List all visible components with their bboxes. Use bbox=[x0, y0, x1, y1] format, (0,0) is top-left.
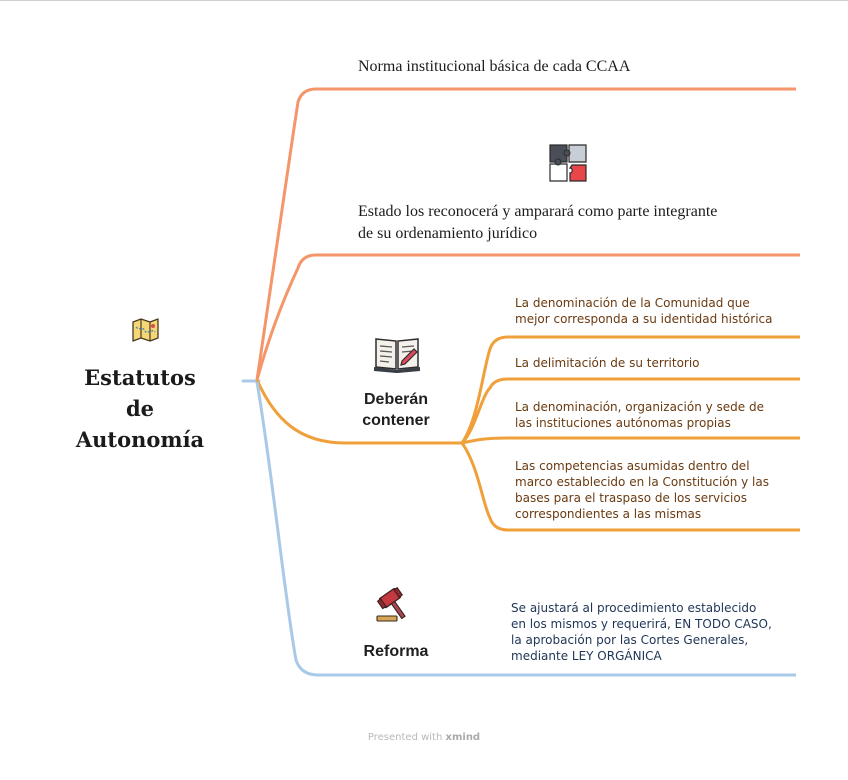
sub-topic-line: en los mismos y requerirá, EN TODO CASO, bbox=[511, 617, 772, 631]
sub-topic-instituciones[interactable] bbox=[515, 399, 805, 431]
sub-topic-line: mediante LEY ORGÁNICA bbox=[511, 649, 662, 663]
sub-topic-line: mejor corresponda a su identidad histórica bbox=[515, 312, 773, 326]
branch-estado-text[interactable] bbox=[358, 201, 798, 245]
map-icon bbox=[131, 318, 161, 342]
footer-watermark bbox=[0, 732, 848, 743]
central-topic[interactable] bbox=[52, 362, 228, 455]
branch-estado-text-line-2: de su ordenamiento jurídico bbox=[358, 225, 538, 242]
central-topic-line-3: Autonomía bbox=[75, 427, 205, 452]
footer-brand: xmind bbox=[445, 732, 481, 743]
footer-prefix: Presented with bbox=[367, 732, 443, 743]
sub-topic-line: marco establecido en la Constitución y las bbox=[515, 475, 769, 489]
sub-topic-delimitacion-territorio[interactable] bbox=[515, 355, 700, 371]
branch-deberan-label-line-2: contener bbox=[362, 412, 430, 429]
sub-topic-line: la aprobación por las Cortes Generales, bbox=[511, 633, 749, 647]
puzzle-icon bbox=[548, 143, 588, 183]
branch-norma-text[interactable]: Norma institucional básica de cada CCAA bbox=[358, 58, 631, 75]
sub-topic-line: bases para el traspaso de los servicios bbox=[515, 491, 747, 505]
branch-estado-text-line-1: Estado los reconocerá y amparará como parte integrante bbox=[358, 203, 718, 220]
branch-deberan-label-line-1: Deberán bbox=[363, 391, 429, 408]
sub-topic-line: Las competencias asumidas dentro del bbox=[515, 459, 750, 473]
sub-topic-line: correspondientes a las mismas bbox=[515, 507, 702, 521]
sub-topic-denominacion-comunidad[interactable] bbox=[515, 295, 805, 327]
sub-branch-3-line bbox=[462, 438, 800, 443]
central-topic-line-2: de bbox=[125, 396, 155, 421]
gavel-icon bbox=[373, 583, 421, 623]
sub-topic-line: La denominación, organización y sede de bbox=[515, 400, 764, 414]
book-icon bbox=[373, 333, 421, 373]
sub-topic-reforma-procedimiento[interactable] bbox=[511, 600, 796, 664]
sub-topic-line: las instituciones autónomas propias bbox=[515, 416, 731, 430]
branch-reforma-label[interactable]: Reforma bbox=[363, 643, 429, 660]
sub-topic-line: La delimitación de su territorio bbox=[515, 356, 700, 370]
sub-topic-line: La denominación de la Comunidad que bbox=[515, 296, 750, 310]
branch-deberan-label[interactable] bbox=[353, 389, 439, 431]
sub-topic-line: Se ajustará al procedimiento establecido bbox=[511, 601, 757, 615]
sub-topic-competencias[interactable] bbox=[515, 458, 805, 522]
central-topic-line-1: Estatutos bbox=[84, 365, 196, 390]
